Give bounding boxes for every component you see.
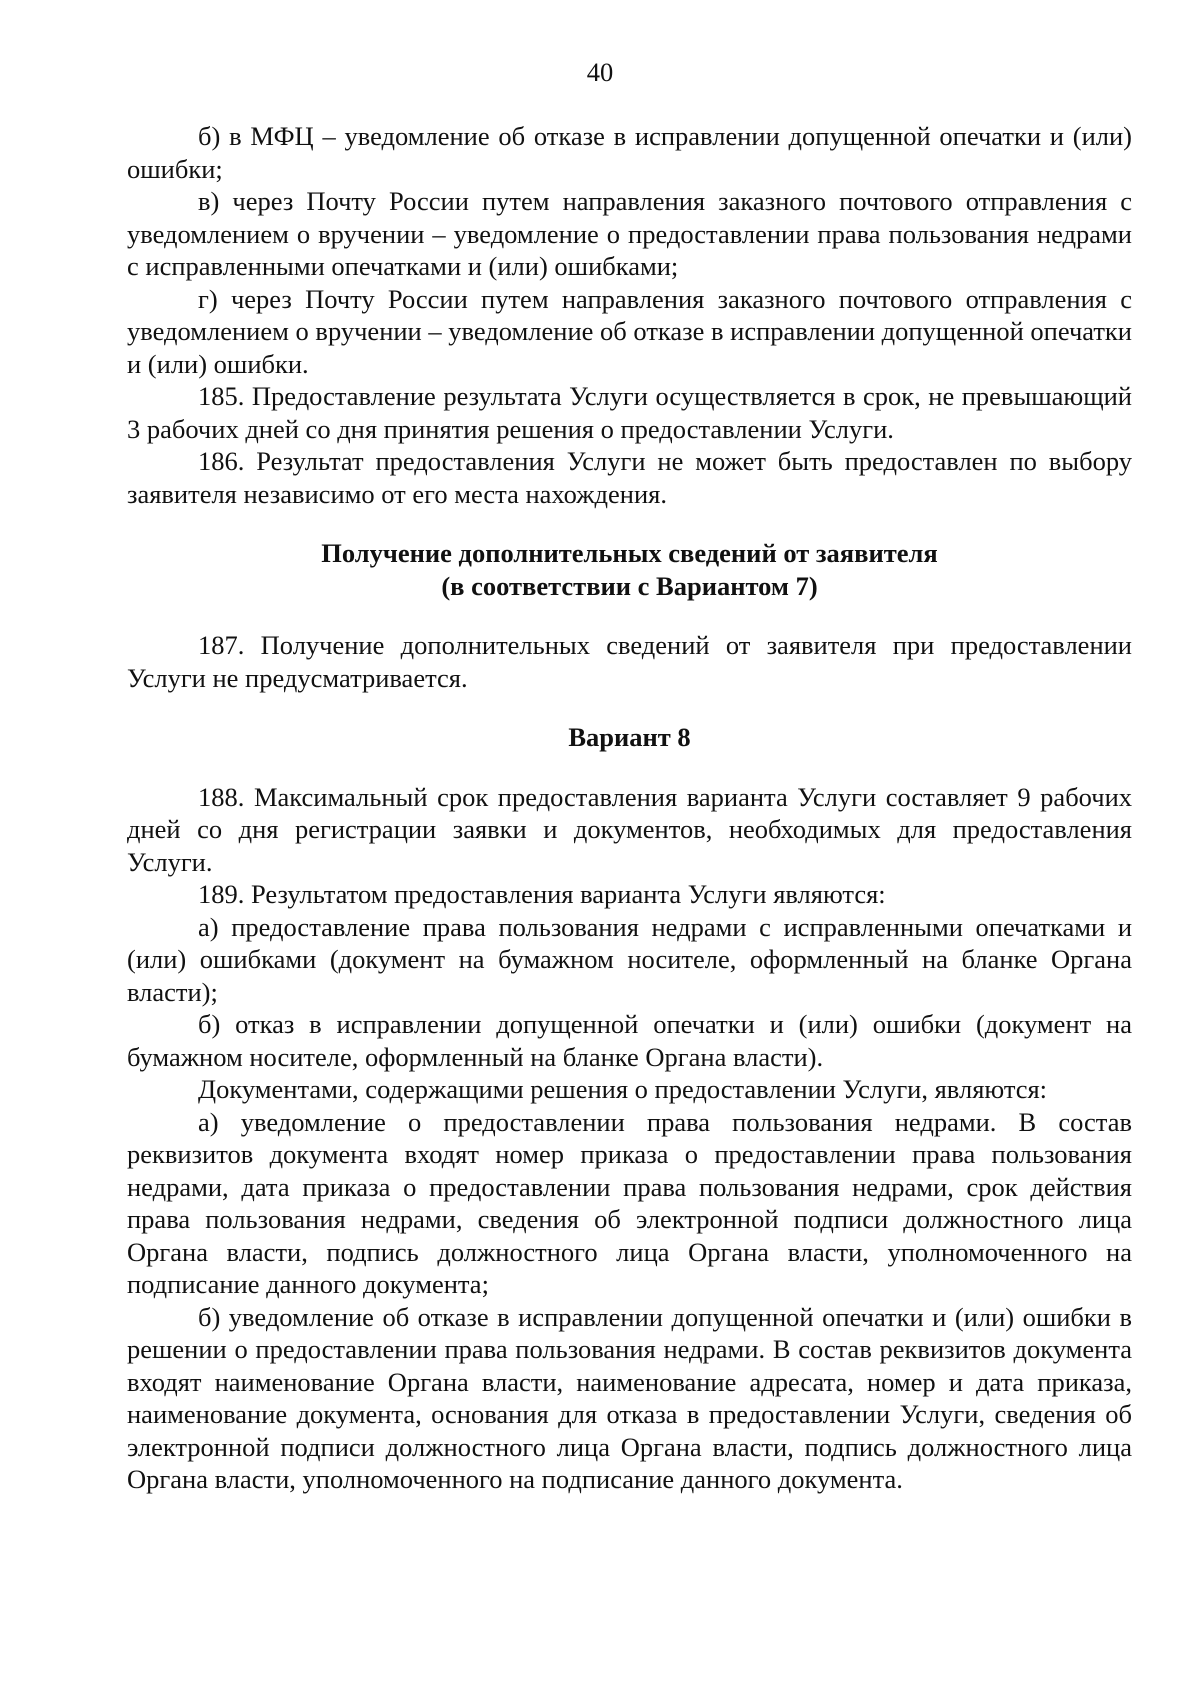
section-heading-line1: Получение дополнительных сведений от заявителя (321, 538, 938, 568)
spacer (127, 754, 1132, 781)
section-heading-line2: (в соответствии с Вариантом 7) (441, 570, 818, 601)
paragraph-189-b: б) отказ в исправлении допущенной опечатки и (или) ошибки (документ на бумажном носителе, оформленный на бланке Органа власти). (127, 1009, 1132, 1072)
spacer (127, 694, 1132, 721)
paragraph-188: 188. Максимальный срок предоставления варианта Услуги составляет 9 рабочих дней со дня регистрации заявки и документов, необходимых для предоставления Услуги. (127, 781, 1132, 877)
paragraph-documents-a: а) уведомление о предоставлении права пользования недрами. В состав реквизитов документа входят номер приказа о предоставлении права пользования недрами, дата приказа о предоставлении права пользования недрами, срок действия права пользования недрами, сведения об электронной подписи должностного лица Органа власти, подпись должностного лица Органа власти, уполномоченного на подписание данного документа; (127, 1106, 1132, 1299)
paragraph-documents-b: б) уведомление об отказе в исправлении допущенной опечатки и (или) ошибки в решении о предоставлении права пользования недрами. В состав реквизитов документа входят наименование Органа власти, наименование адресата, номер и дата приказа, наименование документа, основания для отказа в предоставлении Услуги, сведения об электронной подписи должностного лица Органа власти, подпись должностного лица Органа власти, уполномоченного на подписание данного документа. (127, 1301, 1132, 1494)
paragraph-189: 189. Результатом предоставления варианта Услуги являются: (198, 879, 886, 909)
paragraph-186: 186. Результат предоставления Услуги не может быть предоставлен по выбору заявителя независимо от его места нахождения. (127, 446, 1132, 509)
paragraph-189-a: а) предоставление права пользования недрами с исправленными опечатками и (или) ошибками (документ на бумажном носителе, оформленный на бланке Органа власти); (127, 911, 1132, 1007)
paragraph-185: 185. Предоставление результата Услуги осуществляется в срок, не превышающий 3 рабочих дней со дня принятия решения о предоставлении Услуги. (127, 381, 1132, 444)
paragraph-documents: Документами, содержащими решения о предоставлении Услуги, являются: (198, 1074, 1048, 1104)
paragraph-187: 187. Получение дополнительных сведений от заявителя при предоставлении Услуги не предусматривается. (127, 630, 1132, 693)
variant-heading: Вариант 8 (568, 722, 691, 752)
paragraph-b-mfc: б) в МФЦ – уведомление об отказе в исправлении допущенной опечатки и (или) ошибки; (127, 121, 1132, 184)
spacer (127, 510, 1132, 537)
spacer (127, 602, 1132, 629)
page-number: 40 (586, 57, 614, 87)
paragraph-v-pochta: в) через Почту России путем направления заказного почтового отправления с уведомлением о вручении – уведомление о предоставлении права пользования недрами с исправленными опечатками и (или) ошибками; (127, 186, 1132, 281)
paragraph-g-pochta: г) через Почту России путем направления заказного почтового отправления с уведомлением о вручении – уведомление об отказе в исправлении допущенной опечатки и (или) ошибки. (127, 283, 1132, 379)
document-body (127, 120, 1132, 1496)
